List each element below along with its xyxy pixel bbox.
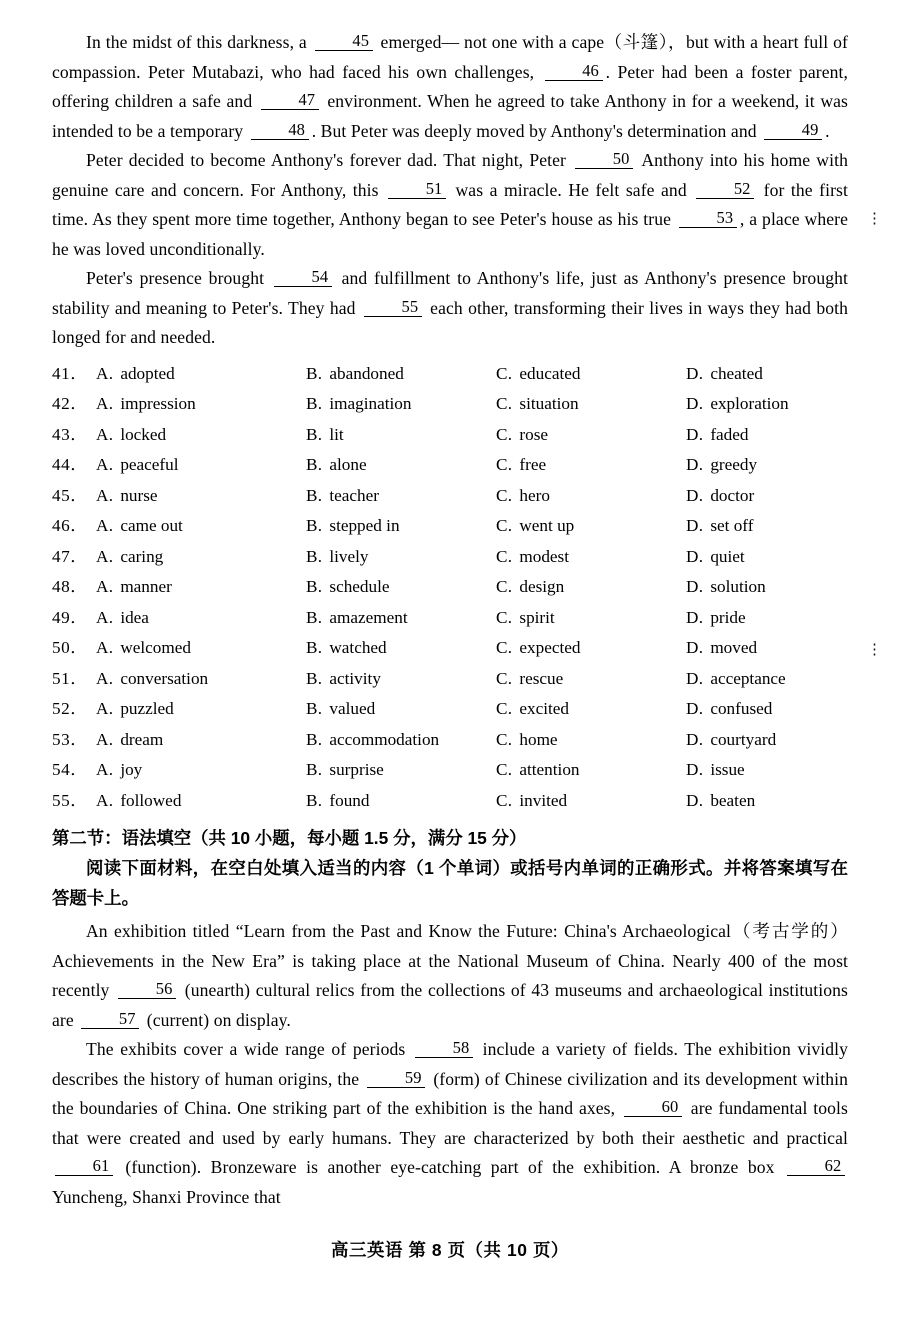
option-text-c: invited: [519, 790, 568, 810]
answer-blank-56: 56: [118, 980, 176, 999]
question-number: 52．: [52, 699, 88, 718]
option-letter-d: D.: [686, 455, 704, 474]
option-choice-c[interactable]: [496, 760, 686, 780]
option-text-d: cheated: [710, 363, 763, 383]
option-text-a: idea: [120, 607, 149, 627]
option-letter-d: D.: [686, 424, 704, 444]
option-choice-a[interactable]: [96, 608, 306, 628]
option-letter-d: D.: [686, 729, 704, 749]
cloze-paragraph-1: In the midst of this darkness, a 45 emerged— not one with a cape（斗篷），but with a heart full of compassion. Peter Mutabazi, who had faced his own challenges, 46 . Peter had been a foster parent, offering children a safe and 47 environment. When he agreed to take Anthony in for a weekend, it was intended to be a temporary 48 . But Peter was deeply moved by Anthony's determination and 49 .: [52, 31, 849, 141]
option-row: [52, 420, 848, 451]
option-choice-a[interactable]: [96, 730, 306, 750]
option-letter-a: A.: [96, 760, 114, 779]
option-choice-d[interactable]: [686, 730, 856, 750]
option-text-a: peaceful: [120, 455, 179, 474]
option-text-d: acceptance: [710, 668, 786, 688]
option-choice-a[interactable]: [96, 486, 306, 506]
option-text-b: schedule: [329, 577, 390, 596]
side-mark-bottom: ⋮: [867, 642, 882, 658]
option-letter-d: D.: [686, 790, 704, 810]
option-letter-a: A.: [96, 638, 114, 657]
option-choice-d[interactable]: [686, 486, 856, 506]
option-letter-b: B.: [306, 607, 323, 627]
option-letter-d: D.: [686, 699, 704, 718]
answer-blank-52: 52: [696, 180, 754, 199]
option-choice-c[interactable]: [496, 699, 686, 719]
option-choice-b[interactable]: [306, 760, 496, 780]
option-letter-b: B.: [306, 363, 323, 383]
option-text-b: alone: [329, 455, 367, 474]
answer-blank-46: 46: [545, 62, 603, 81]
option-text-b: watched: [329, 638, 387, 657]
option-text-a: nurse: [120, 485, 158, 505]
cloze-paragraph-3: Peter's presence brought 54 and fulfillment to Anthony's life, just as Anthony's presence brought stability and meaning to Peter's. They had 55 each other, transforming their lives in ways they had both longed for and needed.: [52, 267, 849, 347]
option-letter-a: A.: [96, 790, 114, 810]
option-choice-a[interactable]: [96, 638, 306, 658]
question-number: 44．: [52, 455, 88, 474]
option-choice-a[interactable]: [96, 669, 306, 689]
option-letter-b: B.: [306, 790, 323, 810]
option-choice-c[interactable]: [496, 638, 686, 658]
option-letter-c: C.: [496, 729, 513, 749]
option-text-a: joy: [120, 760, 143, 779]
question-number: 42．: [52, 394, 88, 413]
cloze-options-list: [52, 359, 848, 817]
option-text-d: greedy: [710, 455, 758, 474]
option-text-d: faded: [710, 424, 749, 444]
option-text-c: expected: [519, 638, 581, 657]
option-letter-b: B.: [306, 577, 323, 596]
option-row: [52, 450, 848, 481]
option-text-b: activity: [329, 668, 381, 688]
option-choice-a[interactable]: [96, 425, 306, 445]
option-choice-a[interactable]: [96, 791, 306, 811]
option-letter-c: C.: [496, 699, 513, 718]
option-choice-d[interactable]: [686, 547, 856, 567]
option-choice-b[interactable]: [306, 577, 496, 597]
section-2-heading: 第二节：语法填空（共 10 小题，每小题 1.5 分，满分 15 分）: [52, 828, 527, 848]
option-text-a: adopted: [120, 363, 175, 383]
option-letter-b: B.: [306, 424, 323, 444]
option-letter-a: A.: [96, 516, 114, 535]
option-letter-d: D.: [686, 760, 704, 779]
option-choice-c[interactable]: [496, 547, 686, 567]
question-number: 55．: [52, 790, 88, 810]
option-choice-d[interactable]: [686, 638, 856, 658]
option-text-c: went up: [519, 516, 575, 535]
option-choice-c[interactable]: [496, 730, 686, 750]
answer-blank-47: 47: [261, 91, 319, 110]
option-letter-b: B.: [306, 699, 323, 718]
option-text-d: doctor: [710, 485, 755, 505]
option-choice-c[interactable]: [496, 455, 686, 475]
option-text-b: found: [329, 790, 370, 810]
option-letter-a: A.: [96, 455, 114, 474]
answer-blank-62: 62: [787, 1157, 845, 1176]
option-text-a: manner: [120, 577, 172, 596]
option-choice-c[interactable]: [496, 669, 686, 689]
option-letter-d: D.: [686, 485, 704, 505]
option-text-c: spirit: [519, 607, 555, 627]
option-text-c: hero: [519, 485, 550, 505]
option-choice-c[interactable]: [496, 516, 686, 536]
option-text-a: impression: [120, 394, 196, 413]
option-letter-b: B.: [306, 516, 323, 535]
option-choice-b[interactable]: [306, 638, 496, 658]
option-letter-c: C.: [496, 485, 513, 505]
option-letter-a: A.: [96, 363, 114, 383]
option-letter-b: B.: [306, 485, 323, 505]
cloze-passage: [52, 28, 848, 353]
option-choice-d[interactable]: [686, 455, 856, 475]
option-choice-b[interactable]: [306, 730, 496, 750]
option-letter-c: C.: [496, 668, 513, 688]
option-text-a: welcomed: [120, 638, 191, 657]
option-letter-c: C.: [496, 638, 513, 657]
option-text-c: attention: [519, 760, 580, 779]
answer-blank-57: 57: [81, 1010, 139, 1029]
grammar-passage: [52, 917, 848, 1212]
option-choice-d[interactable]: [686, 760, 856, 780]
option-choice-b[interactable]: [306, 425, 496, 445]
option-letter-a: A.: [96, 424, 114, 444]
option-letter-c: C.: [496, 790, 513, 810]
option-text-b: lively: [329, 546, 369, 566]
option-text-d: issue: [710, 760, 745, 779]
question-number: 50．: [52, 638, 88, 657]
option-text-d: beaten: [710, 790, 756, 810]
option-text-a: conversation: [120, 668, 209, 688]
option-letter-c: C.: [496, 394, 513, 413]
option-letter-b: B.: [306, 668, 323, 688]
option-choice-d[interactable]: [686, 791, 856, 811]
option-text-c: situation: [519, 394, 579, 413]
option-text-c: rose: [519, 424, 549, 444]
option-letter-c: C.: [496, 455, 513, 474]
option-text-b: surprise: [329, 760, 384, 779]
option-row: [52, 603, 848, 634]
answer-blank-55: 55: [364, 298, 422, 317]
option-choice-c[interactable]: [496, 791, 686, 811]
page-footer: 高三英语 第 8 页（共 10 页）: [331, 1240, 569, 1260]
option-letter-d: D.: [686, 516, 704, 535]
option-choice-b[interactable]: [306, 608, 496, 628]
option-letter-b: B.: [306, 394, 323, 413]
answer-blank-48: 48: [251, 121, 309, 140]
option-choice-a[interactable]: [96, 760, 306, 780]
option-text-b: accommodation: [329, 729, 440, 749]
option-letter-c: C.: [496, 760, 513, 779]
option-text-b: lit: [329, 424, 344, 444]
option-text-c: excited: [519, 699, 569, 718]
question-number: 49．: [52, 607, 88, 627]
option-letter-d: D.: [686, 607, 704, 627]
option-text-d: quiet: [710, 546, 745, 566]
option-letter-c: C.: [496, 424, 513, 444]
option-text-b: abandoned: [329, 363, 404, 383]
option-choice-b[interactable]: [306, 516, 496, 536]
question-number: 45．: [52, 485, 88, 505]
option-letter-a: A.: [96, 577, 114, 596]
option-choice-b[interactable]: [306, 669, 496, 689]
option-choice-d[interactable]: [686, 608, 856, 628]
option-text-a: came out: [120, 516, 183, 535]
option-letter-a: A.: [96, 668, 114, 688]
option-choice-c[interactable]: [496, 425, 686, 445]
option-row: [52, 694, 848, 725]
option-text-b: teacher: [329, 485, 379, 505]
option-row: [52, 755, 848, 786]
option-choice-d[interactable]: [686, 669, 856, 689]
option-letter-a: A.: [96, 394, 114, 413]
option-choice-d[interactable]: [686, 699, 856, 719]
option-text-c: free: [519, 455, 547, 474]
option-row: [52, 786, 848, 817]
option-choice-a[interactable]: [96, 577, 306, 597]
option-letter-b: B.: [306, 455, 323, 474]
option-choice-a[interactable]: [96, 699, 306, 719]
option-choice-c[interactable]: [496, 608, 686, 628]
option-letter-a: A.: [96, 699, 114, 718]
grammar-paragraph-1: An exhibition titled “Learn from the Past and Know the Future: China's Archaeological（考古学的）Achievements in the New Era” is taking place at the National Museum of China. Nearly 400 of the most recently 56 (unearth) cultural relics from the collections of 43 museums and archaeological institutions are 57 (current) on display.: [52, 921, 848, 1030]
section-2-instruction: 阅读下面材料，在空白处填入适当的内容（1 个单词）或括号内单词的正确形式。并将答案填写在答题卡上。: [52, 858, 848, 908]
option-row: [52, 481, 848, 512]
option-text-d: exploration: [710, 394, 789, 413]
option-letter-d: D.: [686, 394, 704, 413]
option-letter-d: D.: [686, 668, 704, 688]
option-text-c: rescue: [519, 668, 564, 688]
answer-blank-58: 58: [415, 1039, 473, 1058]
option-letter-b: B.: [306, 729, 323, 749]
option-choice-d[interactable]: [686, 516, 856, 536]
option-letter-b: B.: [306, 638, 323, 657]
option-choice-c[interactable]: [496, 577, 686, 597]
option-row: [52, 572, 848, 603]
option-letter-d: D.: [686, 546, 704, 566]
option-choice-a[interactable]: [96, 394, 306, 414]
answer-blank-59: 59: [367, 1069, 425, 1088]
option-row: [52, 542, 848, 573]
answer-blank-50: 50: [575, 150, 633, 169]
option-text-d: set off: [710, 516, 754, 535]
option-letter-d: D.: [686, 577, 704, 596]
option-letter-b: B.: [306, 546, 323, 566]
option-text-b: amazement: [329, 607, 408, 627]
option-text-b: stepped in: [329, 516, 400, 535]
option-text-c: home: [519, 729, 558, 749]
option-choice-b[interactable]: [306, 455, 496, 475]
question-number: 54．: [52, 760, 88, 779]
option-text-d: confused: [710, 699, 773, 718]
option-choice-b[interactable]: [306, 486, 496, 506]
option-choice-d[interactable]: [686, 364, 856, 384]
question-number: 41．: [52, 363, 88, 383]
question-number: 51．: [52, 668, 88, 688]
option-letter-b: B.: [306, 760, 323, 779]
question-number: 48．: [52, 577, 88, 596]
option-text-c: design: [519, 577, 565, 596]
option-letter-a: A.: [96, 607, 114, 627]
answer-blank-54: 54: [274, 268, 332, 287]
option-choice-a[interactable]: [96, 364, 306, 384]
option-text-a: locked: [120, 424, 167, 444]
option-choice-c[interactable]: [496, 486, 686, 506]
option-row: [52, 633, 848, 664]
option-letter-c: C.: [496, 577, 513, 596]
option-text-c: modest: [519, 546, 570, 566]
question-number: 43．: [52, 424, 88, 444]
option-letter-c: C.: [496, 546, 513, 566]
option-text-b: imagination: [329, 394, 412, 413]
answer-blank-51: 51: [388, 180, 446, 199]
option-letter-d: D.: [686, 363, 704, 383]
option-letter-a: A.: [96, 546, 114, 566]
option-letter-a: A.: [96, 729, 114, 749]
option-choice-d[interactable]: [686, 425, 856, 445]
grammar-paragraph-2: The exhibits cover a wide range of periods 58 include a variety of fields. The exhibition vividly describes the history of human origins, the 59 (form) of Chinese civilization and its development within the boundaries of China. One striking part of the exhibition is the hand axes, 60 are fundamental tools that were created and used by early humans. They are characterized by both their aesthetic and practical 61 (function). Bronzeware is another eye-catching part of the exhibition. A bronze box 62 Yuncheng, Shanxi Province that: [52, 1038, 849, 1207]
option-text-a: followed: [120, 790, 182, 810]
option-text-a: puzzled: [120, 699, 174, 718]
question-number: 46．: [52, 516, 88, 535]
option-row: [52, 389, 848, 420]
option-letter-c: C.: [496, 363, 513, 383]
option-letter-c: C.: [496, 516, 513, 535]
option-row: [52, 511, 848, 542]
side-mark-top: ⋮: [867, 211, 882, 227]
option-letter-d: D.: [686, 638, 704, 657]
option-text-d: moved: [710, 638, 758, 657]
option-text-d: pride: [710, 607, 746, 627]
option-row: [52, 359, 848, 390]
option-row: [52, 664, 848, 695]
option-letter-a: A.: [96, 485, 114, 505]
option-text-c: educated: [519, 363, 581, 383]
option-choice-a[interactable]: [96, 516, 306, 536]
option-choice-d[interactable]: [686, 394, 856, 414]
question-number: 53．: [52, 729, 88, 749]
option-choice-b[interactable]: [306, 547, 496, 567]
answer-blank-49: 49: [764, 121, 822, 140]
option-choice-c[interactable]: [496, 394, 686, 414]
answer-blank-45: 45: [315, 32, 373, 51]
option-choice-b[interactable]: [306, 791, 496, 811]
answer-blank-60: 60: [624, 1098, 682, 1117]
option-choice-b[interactable]: [306, 364, 496, 384]
option-letter-c: C.: [496, 607, 513, 627]
answer-blank-53: 53: [679, 209, 737, 228]
answer-blank-61: 61: [55, 1157, 113, 1176]
option-text-b: valued: [329, 699, 376, 718]
option-text-d: solution: [710, 577, 766, 596]
option-text-d: courtyard: [710, 729, 777, 749]
option-choice-b[interactable]: [306, 699, 496, 719]
option-text-a: caring: [120, 546, 164, 566]
option-choice-c[interactable]: [496, 364, 686, 384]
option-choice-a[interactable]: [96, 455, 306, 475]
question-number: 47．: [52, 546, 88, 566]
option-text-a: dream: [120, 729, 164, 749]
option-row: [52, 725, 848, 756]
option-choice-b[interactable]: [306, 394, 496, 414]
cloze-paragraph-2: Peter decided to become Anthony's forever dad. That night, Peter 50 Anthony into his home with genuine care and concern. For Anthony, this 51 was a miracle. He felt safe and 52 for the first time. As they spent more time together, Anthony began to see Peter's house as his true 53 , a place where he was loved unconditionally.: [52, 149, 849, 259]
option-choice-a[interactable]: [96, 547, 306, 567]
option-choice-d[interactable]: [686, 577, 856, 597]
